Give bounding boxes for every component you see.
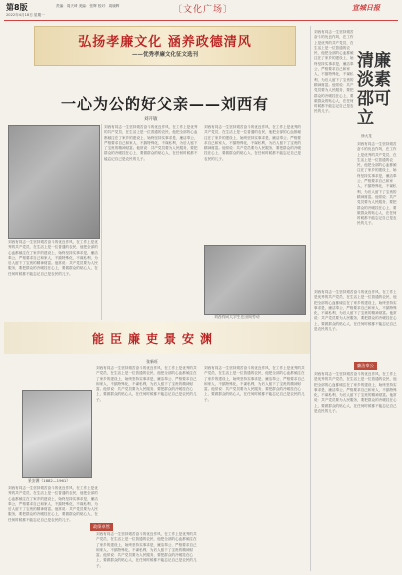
article2-column1: 刘西有同志一生坚持艰苦奋斗的优良作风，在工作上是优秀的共产党员，在生活上是一位普通的农民，他把全部的心血都倾注在了家乡的建设上，始终坚持实事求是，廉洁奉公，严格要求自己和家人，不搞特殊化，不谋私利，为后人留下了宝贵的精神财富。他常说：共产党员要为人民服务，要把群众的冷暖挂在心上，要做群众的贴心人，在任何时候都不能忘记自己是农民的儿子。	[8, 486, 98, 522]
sidebar-column2: 刘西有同志一生坚持艰苦奋斗的优良作风，在工作上是优秀的共产党员，在生活上是一位普通的农民，他把全部的心血都倾注在了家乡的建设上，始终坚持实事求是，廉洁奉公，严格要求自己和家人，不搞特殊化，不谋私利，为后人留下了宝贵的精神财富。他常说：共产党员要为人民服务，要把群众的冷暖挂在心上，要做群众的贴心人，在任何时候都不能忘记自己是农民的儿子。	[357, 142, 397, 226]
farm-photo	[204, 245, 306, 315]
feature-banner	[34, 26, 296, 66]
column-divider	[101, 124, 102, 320]
article1-title: 一心为公的好父亲——刘西有	[60, 95, 269, 113]
article1-column3: 刘西有同志一生坚持艰苦奋斗的优良作风，在工作上是优秀的共产党员，在生活上是一位普通的农民，他把全部的心血都倾注在了家乡的建设上，始终坚持实事求是，廉洁奉公，严格要求自己和家人，不搞特殊化，不谋私利，为后人留下了宝贵的精神财富。他常说：共产党员要为人民服务，要把群众的冷暖挂在心上，要做群众的贴心人，在任何时候都不能忘记自己是农民的儿子。	[204, 125, 302, 161]
page-number: 第8版	[6, 3, 28, 12]
header-rule	[4, 20, 398, 21]
banner-subtitle: ——优秀孝廉文化征文选刊	[131, 52, 198, 58]
sidebar-subhead: 廉洁奉公	[354, 362, 377, 370]
article2-title: 能臣廉吏景安渊	[91, 332, 218, 346]
section-title: 〔文化广场〕	[172, 5, 233, 15]
article2-author: 张新旺	[146, 359, 158, 364]
portrait-caption: 景安渊（1882—1961）	[28, 478, 71, 483]
sidebar-column1: 刘西有同志一生坚持艰苦奋斗的优良作风，在工作上是优秀的共产党员，在生活上是一位普通的农民，他把全部的心血都倾注在了家乡的建设上，始终坚持实事求是，廉洁奉公，严格要求自己和家人，不搞特殊化，不谋私利，为后人留下了宝贵的精神财富。他常说：共产党员要为人民服务，要把群众的冷暖挂在心上，要做群众的贴心人，在任何时候都不能忘记自己是农民的儿子。	[314, 30, 354, 114]
sidebar-divider	[310, 26, 311, 571]
article2-column2b: 刘西有同志一生坚持艰苦奋斗的优良作风，在工作上是优秀的共产党员，在生活上是一位普通的农民，他把全部的心血都倾注在了家乡的建设上，始终坚持实事求是，廉洁奉公，严格要求自己和家人，不搞特殊化，不谋私利，为后人留下了宝贵的精神财富。他常说：共产党员要为人民服务，要把群众的冷暖挂在心上，要做群众的贴心人，在任何时候都不能忘记自己是农民的儿子。	[96, 532, 197, 568]
article1-column1: 刘西有同志一生坚持艰苦奋斗的优良作风，在工作上是优秀的共产党员，在生活上是一位普通的农民，他把全部的心血都倾注在了家乡的建设上，始终坚持实事求是，廉洁奉公，严格要求自己和家人，不搞特殊化，不谋私利，为后人留下了宝贵的精神财富。他常说：共产党员要为人民服务，要把群众的冷暖挂在心上，要做群众的贴心人，在任何时候都不能忘记自己是农民的儿子。	[8, 240, 98, 276]
issue-date: 2022年4月18日 星期一	[6, 13, 45, 17]
article2-column3: 刘西有同志一生坚持艰苦奋斗的优良作风，在工作上是优秀的共产党员，在生活上是一位普通的农民，他把全部的心血都倾注在了家乡的建设上，始终坚持实事求是，廉洁奉公，严格要求自己和家人，不搞特殊化，不谋私利，为后人留下了宝贵的精神财富。他常说：共产党员要为人民服务，要把群众的冷暖挂在心上，要做群众的贴心人，在任何时候都不能忘记自己是农民的儿子。	[204, 366, 305, 402]
banner-slogan: 弘扬孝廉文化 涵养政德清风	[78, 35, 252, 50]
sidebar-title: 清廉淡素邵可立	[357, 51, 391, 128]
sidebar-column3: 刘西有同志一生坚持艰苦奋斗的优良作风，在工作上是优秀的共产党员，在生活上是一位普通的农民，他把全部的心血都倾注在了家乡的建设上，始终坚持实事求是，廉洁奉公，严格要求自己和家人，不搞特殊化，不谋私利，为后人留下了宝贵的精神财富。他常说：共产党员要为人民服务，要把群众的冷暖挂在心上，要做群众的贴心人，在任何时候都不能忘记自己是农民的儿子。	[314, 290, 397, 332]
article1-column2: 刘西有同志一生坚持艰苦奋斗的优良作风，在工作上是优秀的共产党员，在生活上是一位普通的农民，他把全部的心血都倾注在了家乡的建设上，始终坚持实事求是，廉洁奉公，严格要求自己和家人，不搞特殊化，不谋私利，为后人留下了宝贵的精神财富。他常说：共产党员要为人民服务，要把群众的冷暖挂在心上，要做群众的贴心人，在任何时候都不能忘记自己是农民的儿子。	[104, 125, 198, 161]
sidebar-column4: 刘西有同志一生坚持艰苦奋斗的优良作风，在工作上是优秀的共产党员，在生活上是一位普通的农民，他把全部的心血都倾注在了家乡的建设上，始终坚持实事求是，廉洁奉公，严格要求自己和家人，不搞特殊化，不谋私利，为后人留下了宝贵的精神财富。他常说：共产党员要为人民服务，要把群众的冷暖挂在心上，要做群众的贴心人，在任何时候都不能忘记自己是农民的儿子。	[314, 372, 397, 414]
article1-author: 刘开敏	[144, 117, 158, 122]
sidebar-author: 徐大龙	[361, 134, 372, 138]
article2-subhead: 政绩卓然	[90, 523, 113, 531]
article2-column2: 刘西有同志一生坚持艰苦奋斗的优良作风，在工作上是优秀的共产党员，在生活上是一位普通的农民，他把全部的心血都倾注在了家乡的建设上，始终坚持实事求是，廉洁奉公，严格要求自己和家人，不搞特殊化，不谋私利，为后人留下了宝贵的精神财富。他常说：共产党员要为人民服务，要把群众的冷暖挂在心上，要做群众的贴心人，在任何时候都不能忘记自己是农民的儿子。	[96, 366, 197, 402]
editor-info: 责编：周天琦 美编：张辉 校对：周晓辉	[56, 4, 120, 8]
photo-caption: 刘西有同大学生在田间劳动	[214, 314, 260, 319]
portrait-photo-2	[22, 390, 92, 478]
portrait-photo	[8, 125, 100, 239]
newspaper-logo: 宣城日报	[352, 3, 380, 12]
